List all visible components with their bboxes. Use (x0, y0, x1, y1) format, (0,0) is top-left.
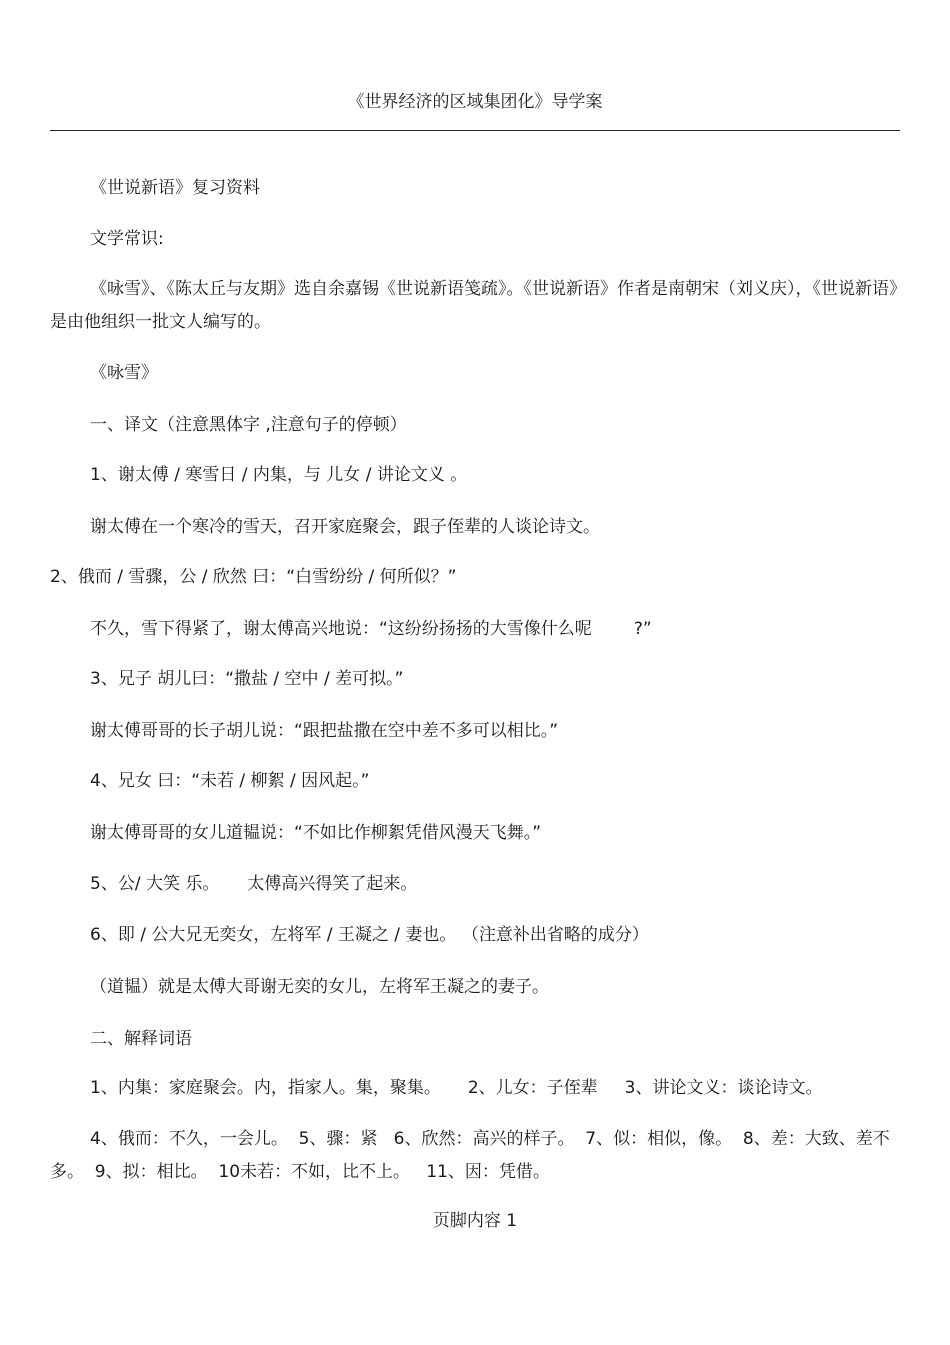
literature-heading: 文学常识: (90, 229, 164, 249)
translation-2-end: ?” (633, 619, 652, 639)
header-divider (50, 130, 900, 131)
translation-1: 谢太傅在一个寒冷的雪天，召开家庭聚会，跟子侄辈的人谈论诗文。 (90, 517, 600, 537)
sentence-5-text: 5、公/ 大笑 乐。 (90, 874, 220, 894)
sentence-5 (90, 872, 417, 896)
translation-3: 谢太傅哥哥的长子胡儿说：“跟把盐撒在空中差不多可以相比。” (90, 721, 559, 741)
translation-2 (90, 617, 652, 641)
part1-heading: 一、译文（注意黑体字 ,注意句子的停顿） (90, 415, 407, 435)
word-list-1: 1、内集：家庭聚会。内，指家人。集，聚集。 2、儿女：子侄辈 3、讲论文义：谈论诗文。 (90, 1078, 823, 1098)
translation-4: 谢太傅哥哥的女儿道韫说：“不如比作柳絮凭借风漫天飞舞。” (90, 823, 542, 843)
sentence-1: 1、谢太傅 / 寒雪日 / 内集，与 儿女 / 讲论文义 。 (90, 465, 468, 485)
sentence-3: 3、兄子 胡儿曰：“撒盐 / 空中 / 差可拟。” (90, 669, 404, 689)
header-title: 《世界经济的区域集团化》导学案 (347, 92, 603, 112)
document-title: 《世说新语》复习资料 (90, 178, 260, 198)
part2-heading: 二、解释词语 (90, 1029, 192, 1049)
literature-paragraph: 《咏雪》、《陈太丘与友期》选自余嘉锡《世说新语笺疏》。《世说新语》作者是南朝宋（刘义庆），《世说新语》是由他组织一批文人编写的。 (50, 279, 898, 332)
translation-6: （道韫）就是太傅大哥谢无奕的女儿，左将军王凝之的妻子。 (90, 977, 549, 997)
sentence-4: 4、兄女 曰：“未若 / 柳絮 / 因风起。” (90, 771, 370, 791)
translation-5: 太傅高兴得笑了起来。 (247, 874, 418, 894)
sentence-6: 6、即 / 公大兄无奕女，左将军 / 王凝之 / 妻也。 （注意补出省略的成分） (90, 925, 649, 945)
word-list-2: 4、俄而：不久，一会儿。 5、骤：紧 6、欣然：高兴的样子。 7、似：相似，像。 8、差：大致、差不多。 9、拟：相比。 10未若：不如，比不上。 11、因：凭借。 (50, 1129, 890, 1182)
sentence-2: 2、俄而 / 雪骤，公 / 欣然 曰：“白雪纷纷 / 何所似？” (50, 567, 457, 587)
page-footer: 页脚内容 1 (432, 1211, 518, 1231)
translation-2-main: 不久，雪下得紧了，谢太傅高兴地说：“这纷纷扬扬的大雪像什么呢 (90, 619, 592, 639)
section-title: 《咏雪》 (90, 363, 158, 383)
